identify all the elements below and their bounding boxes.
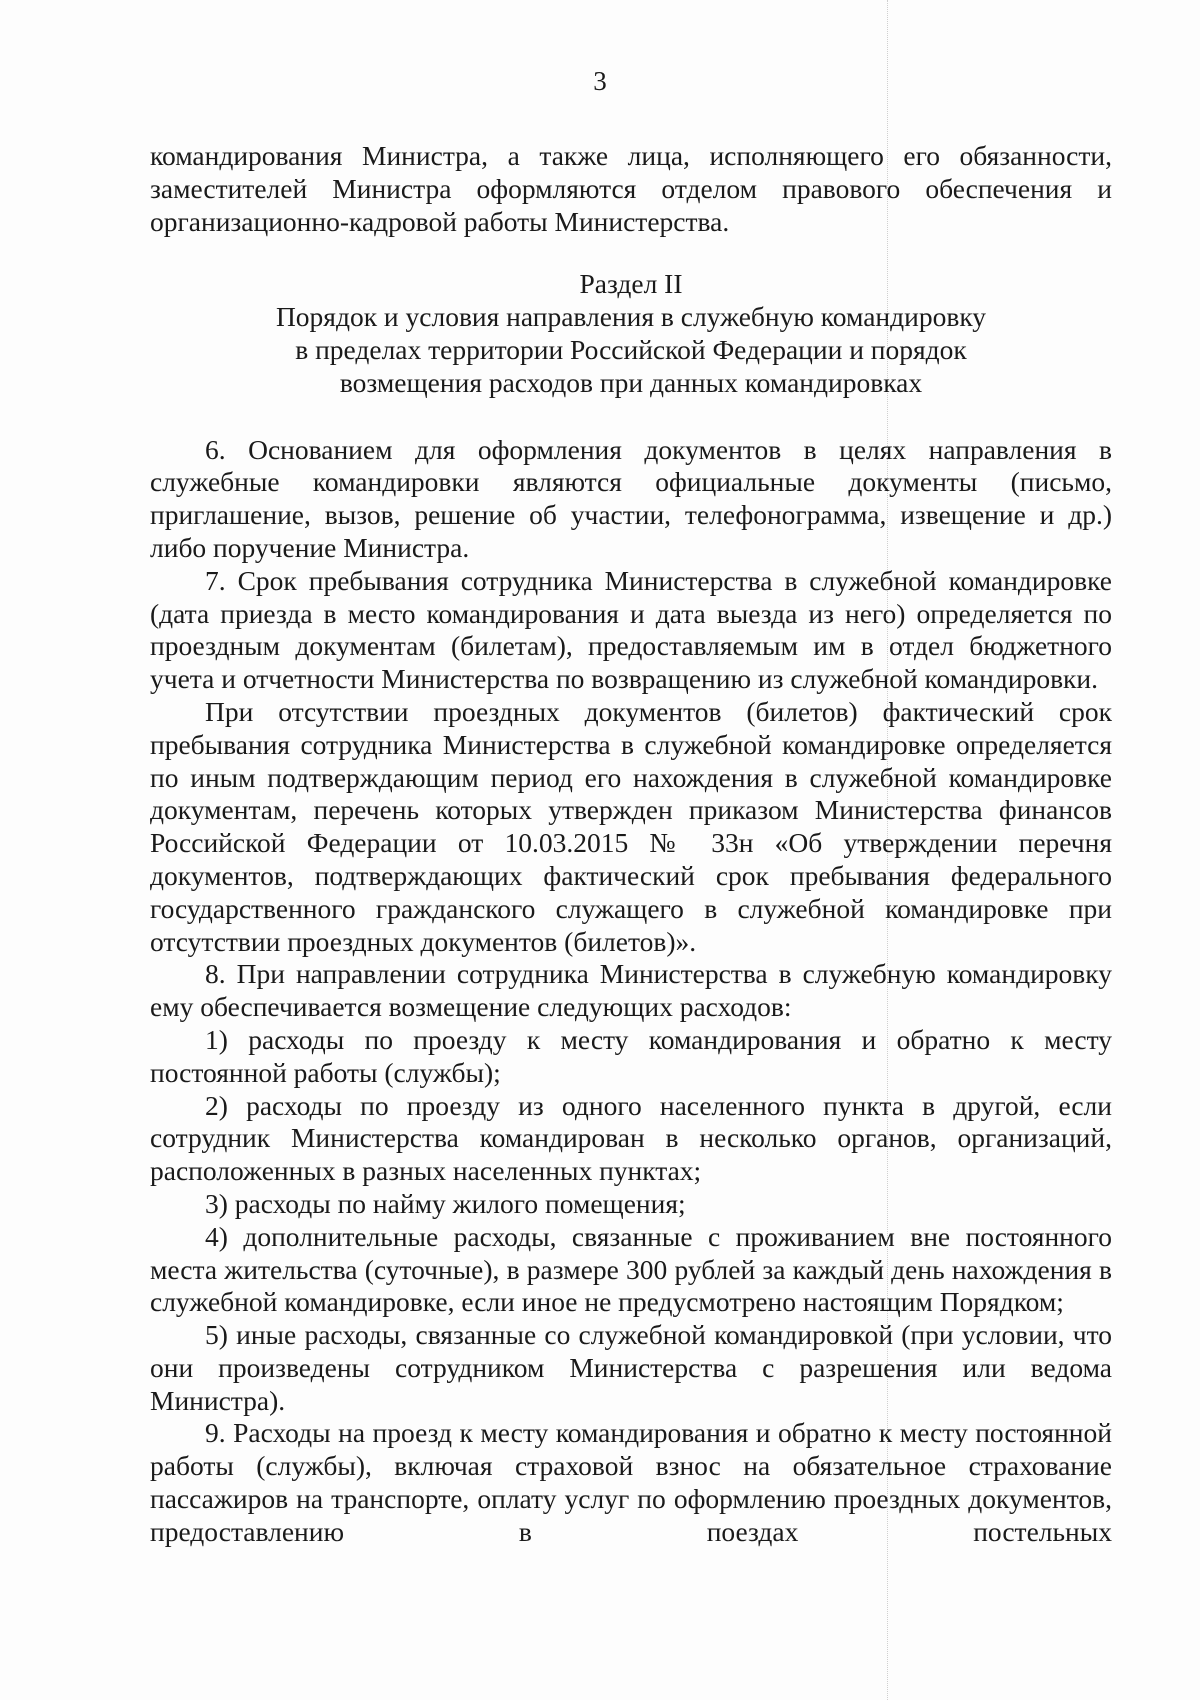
list-item-5: 5) иные расходы, связанные со служебной командировкой (при условии, что они произведены сотрудником Министерства с разрешения или ведома Министра). bbox=[150, 1319, 1112, 1416]
intro-paragraph: командирования Министра, а также лица, исполняющего его обязанности, заместителей Министра оформляются отделом правового обеспечения и организационно-кадровой работы Министерства. bbox=[150, 140, 1112, 237]
list-item-1: 1) расходы по проезду к месту командирования и обратно к месту постоянной работы (службы); bbox=[150, 1023, 1112, 1088]
paragraph-8: 8. При направлении сотрудника Министерства в служебную командировку ему обеспечивается возмещение следующих расходов: bbox=[150, 958, 1112, 1023]
section-number: Раздел II bbox=[579, 268, 683, 300]
paragraph-7: 7. Срок пребывания сотрудника Министерства в служебной командировке (дата приезда в место командирования и дата выезда из него) определяется по проездным документам (билетам), предоставляемым им в отдел бюджетного учета и отчетности Министерства по возвращению из служебной командировки. bbox=[150, 564, 1112, 695]
document-body bbox=[150, 140, 1112, 1549]
section-title-line: возмещения расходов при данных командировках bbox=[339, 366, 923, 398]
page-number: 3 bbox=[593, 66, 607, 96]
paragraph-9: 9. Расходы на проезд к месту командирования и обратно к месту постоянной работы (службы), включая страховой взнос на обязательное страхование пассажиров на транспорте, оплату услуг по оформлению проездных документов, предоставлению в поездах постельных bbox=[150, 1417, 1112, 1547]
paragraph-7-continued: При отсутствии проездных документов (билетов) фактический срок пребывания сотрудника Министерства в служебной командировке определяется по иным подтверждающим период его нахождения в служебной командировке документам, перечень которых утвержден приказом Министерства финансов Российской Федерации от 10.03.2015 № 33н «Об утверждении перечня документов, подтверждающих фактический срок пребывания федерального государственного гражданского служащего в служебной командировке при отсутствии проездных документов (билетов)». bbox=[150, 695, 1112, 957]
section-heading bbox=[150, 268, 1112, 399]
list-item-4: 4) дополнительные расходы, связанные с проживанием вне постоянного места жительства (суточные), в размере 300 рублей за каждый день нахождения в служебной командировке, если иное не предусмотрено настоящим Порядком; bbox=[150, 1220, 1112, 1318]
section-title-line: Порядок и условия направления в служебную командировку bbox=[275, 301, 987, 333]
section-title-line: в пределах территории Российской Федерации и порядок bbox=[295, 333, 967, 365]
list-item-3: 3) расходы по найму жилого помещения; bbox=[205, 1187, 686, 1219]
list-item-2: 2) расходы по проезду из одного населенного пункта в другой, если сотрудник Министерства командирован в несколько органов, организаций, расположенных в разных населенных пунктах; bbox=[150, 1089, 1112, 1187]
paragraph-6: 6. Основанием для оформления документов в целях направления в служебные командировки являются официальные документы (письмо, приглашение, вызов, решение об участии, телефонограмма, извещение и др.) либо поручение Министра. bbox=[150, 433, 1112, 563]
